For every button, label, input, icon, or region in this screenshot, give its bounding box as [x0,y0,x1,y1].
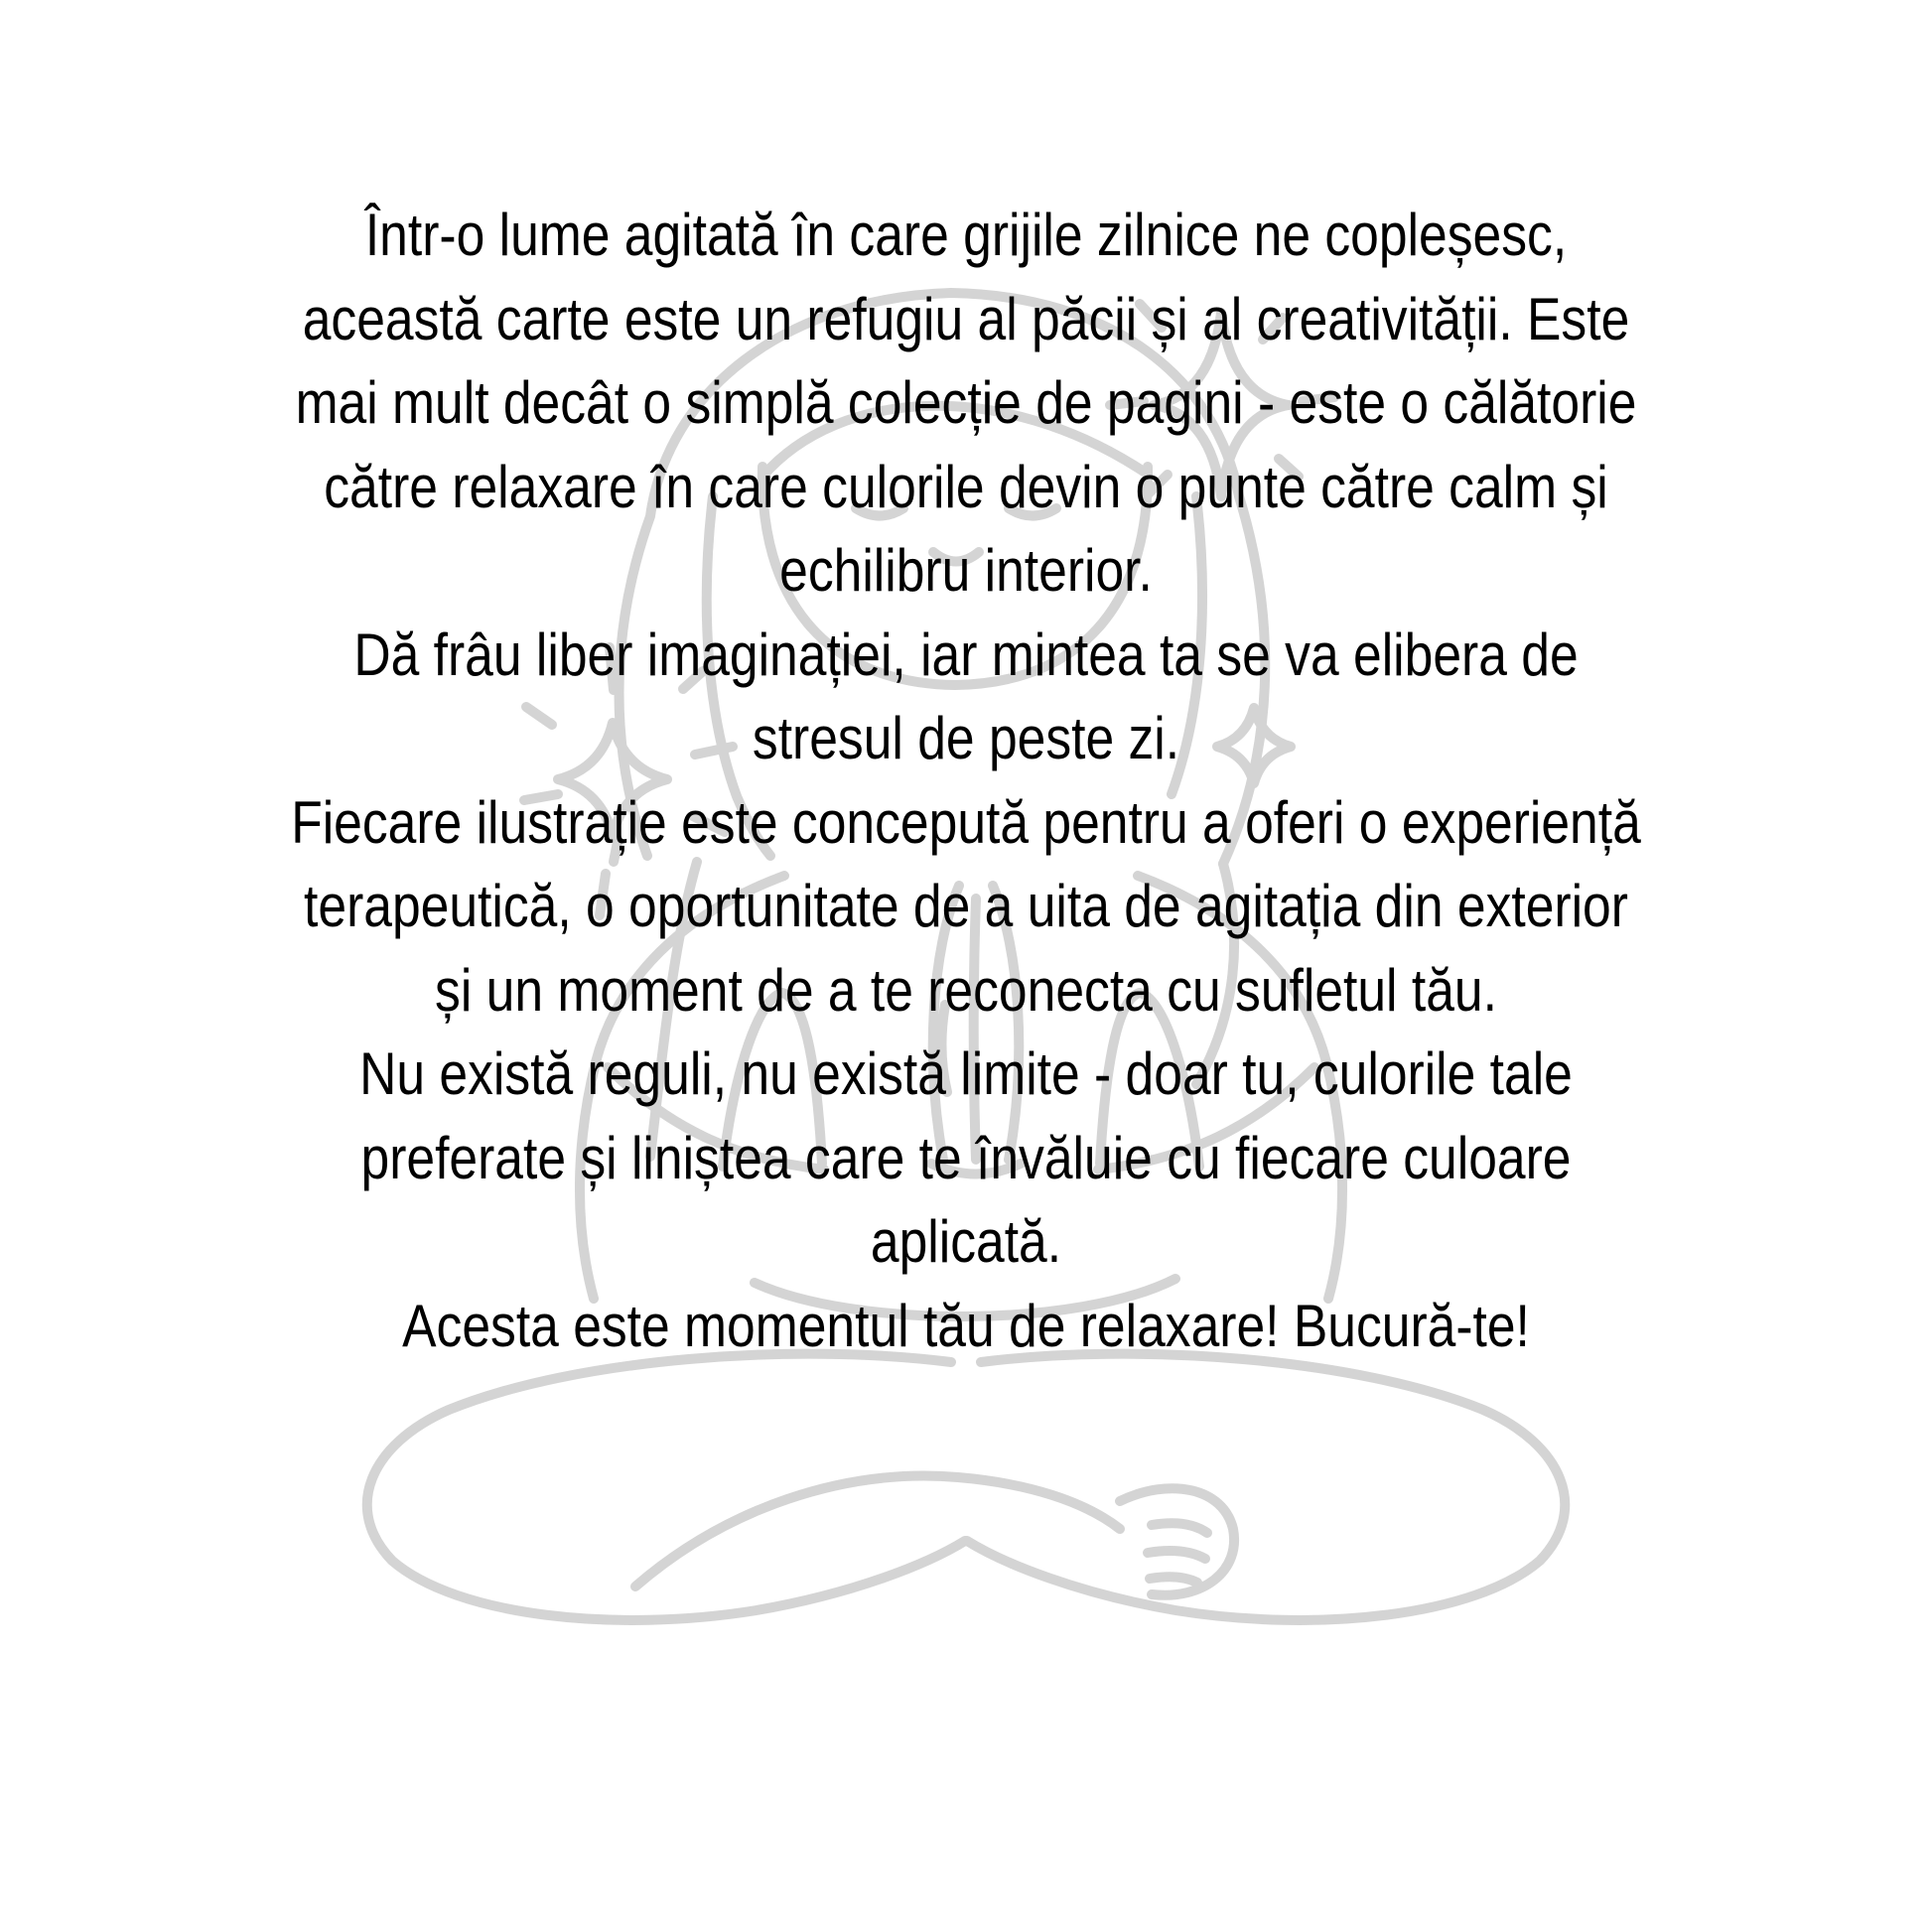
resting-hand [1120,1488,1234,1595]
text-line: Nu există reguli, nu există limite - doar tu, culorile tale [359,1040,1573,1107]
text-line: Fiecare ilustrație este concepută pentru a oferi o experiență [291,788,1641,856]
text-line: Acesta este momentul tău de relaxare! Bucură-te! [402,1292,1530,1359]
text-line: preferate și liniștea care te învăluie cu fiecare culoare [360,1124,1572,1191]
text-line: stresul de peste zi. [752,705,1180,771]
text-line: aplicată. [870,1208,1062,1275]
text-line: și un moment de a te reconecta cu sufletul tău. [435,956,1497,1024]
text-line: terapeutică, o oportunitate de a uita de agitația din exterior [304,873,1628,939]
text-line: Într-o lume agitată în care grijile zilnice ne copleșesc, [364,202,1568,268]
text-line: această carte este un refugiu al păcii și al creativității. Este [302,285,1630,352]
text-line: Dă frâu liber imaginației, iar mintea ta se va elibera de [353,621,1579,688]
text-line: mai mult decât o simplă colecție de pagini - este o călătorie [295,369,1637,436]
text-line: către relaxare în care culorile devin o punte către calm și [324,453,1608,520]
text-line: echilibru interior. [779,537,1153,604]
intro-text [135,194,1797,1368]
